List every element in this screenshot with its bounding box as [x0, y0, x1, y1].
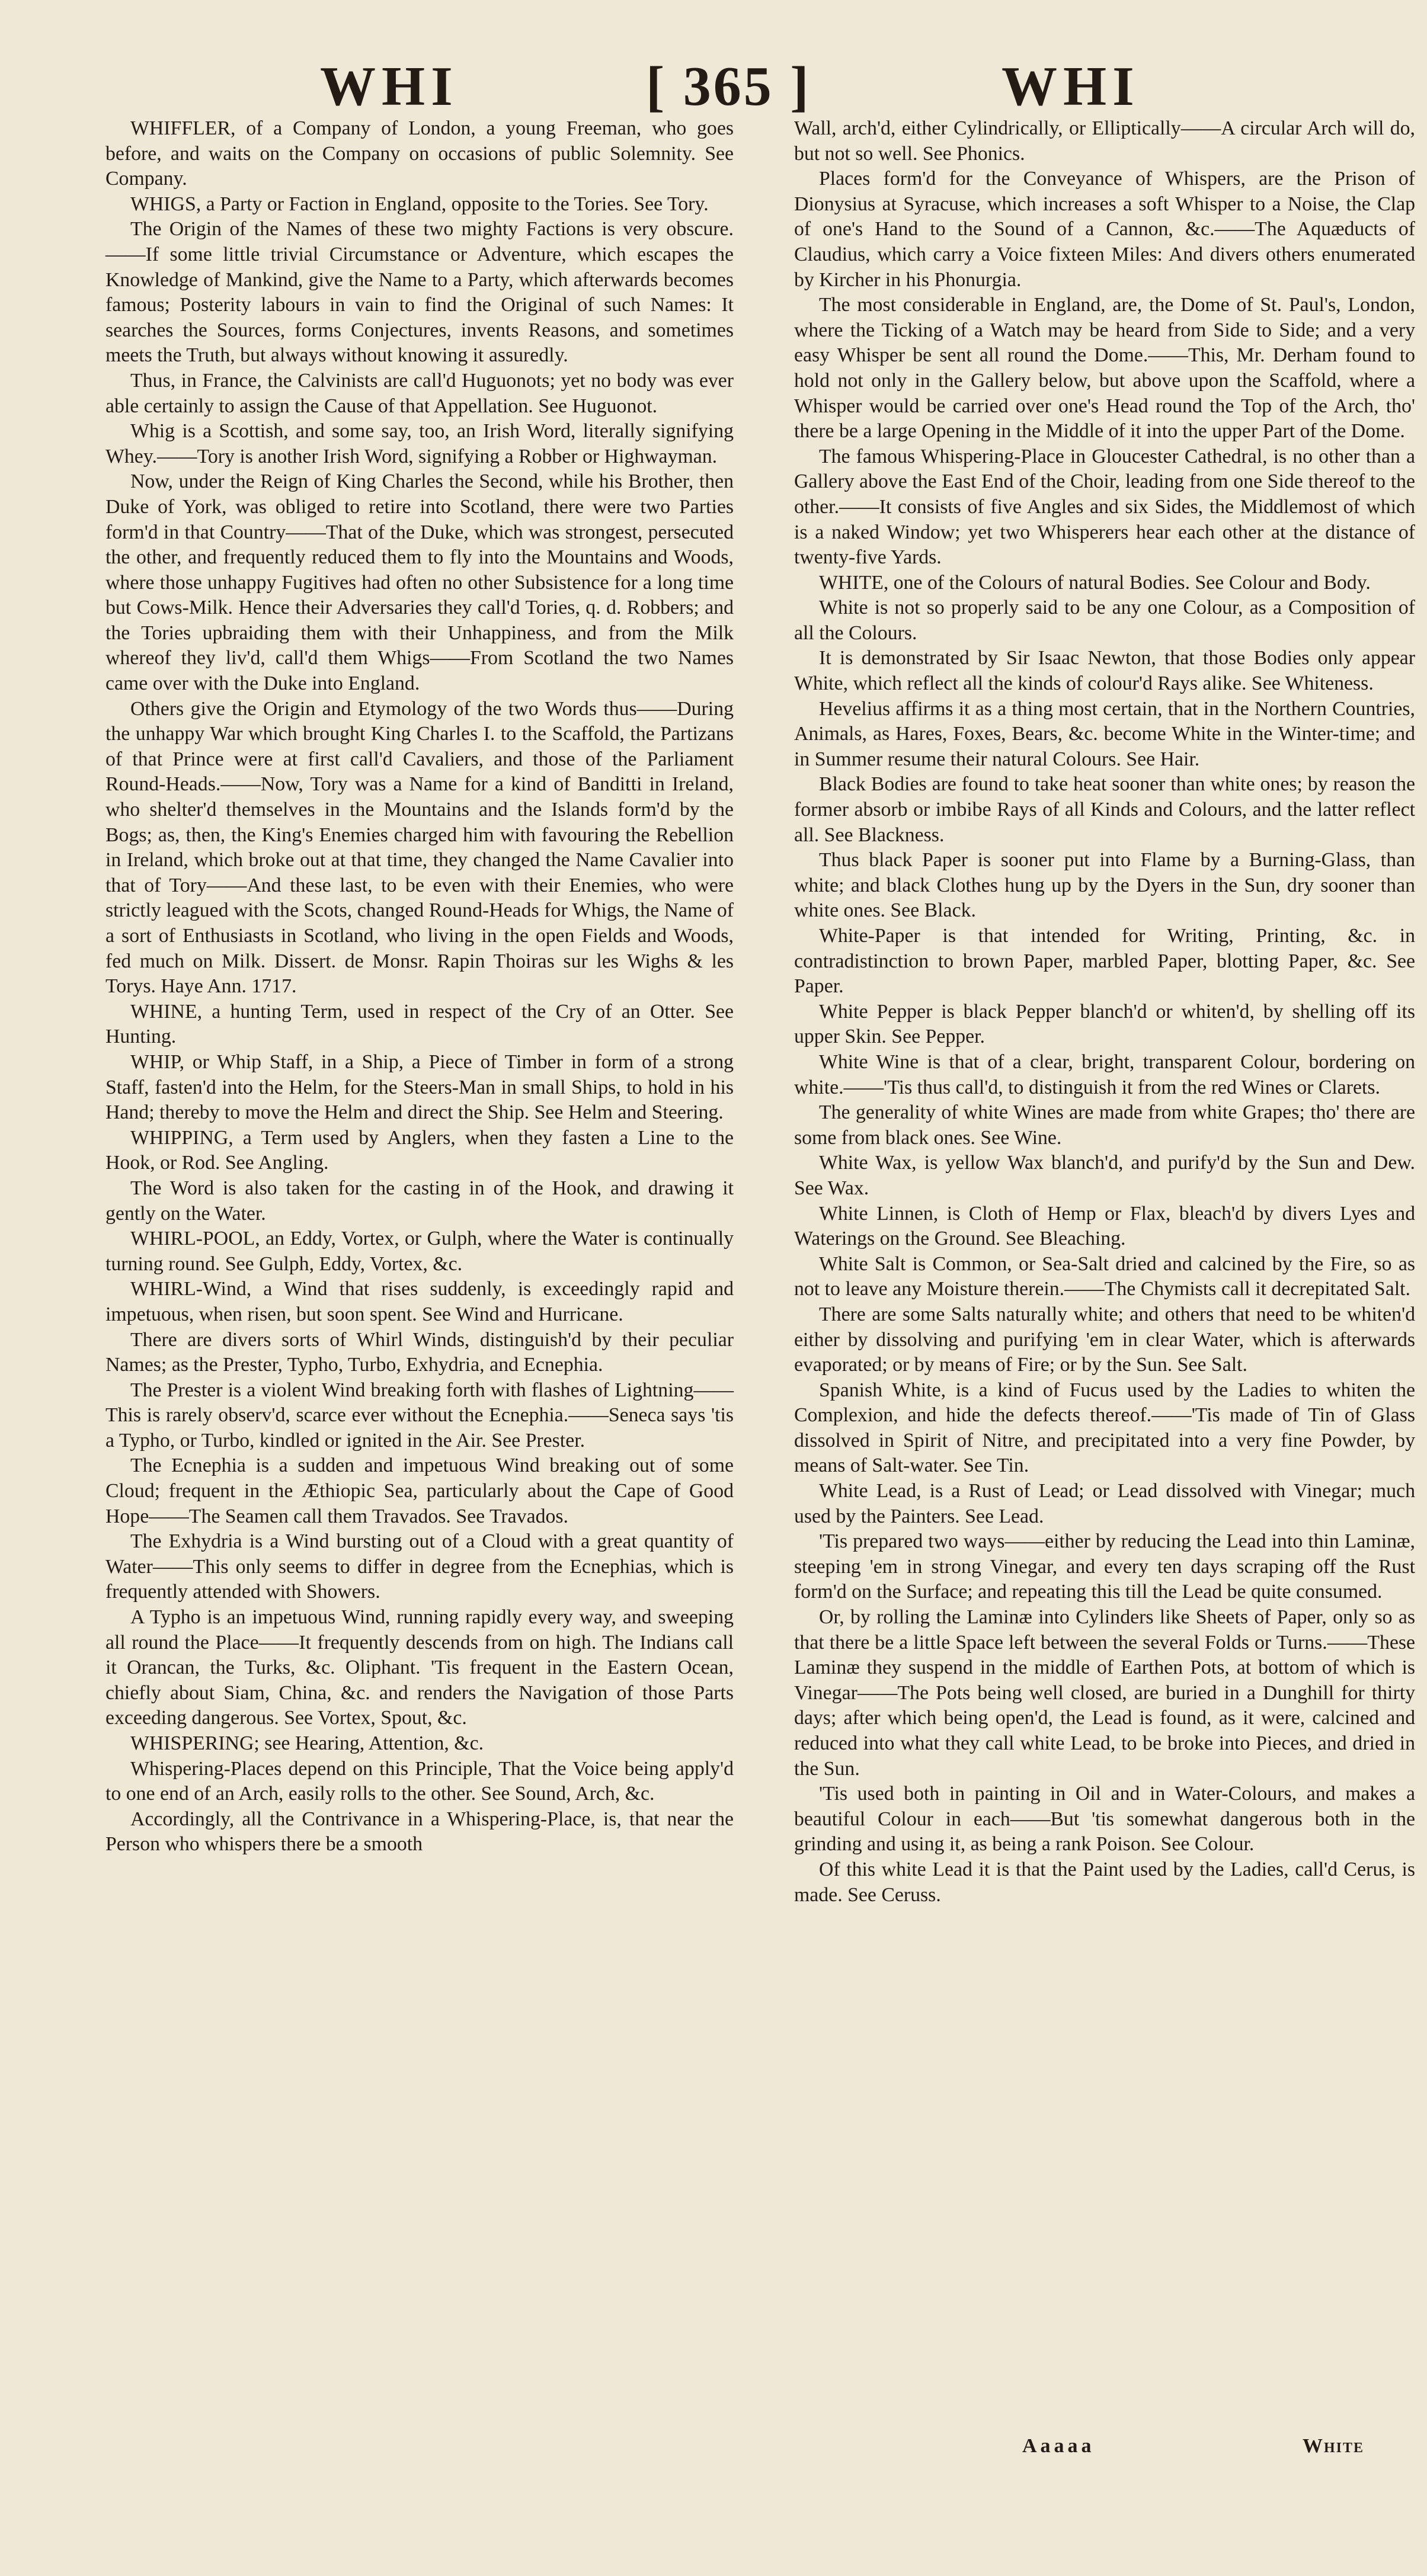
catchword: White — [1303, 2435, 1365, 2457]
left-paragraph: WHIGS, a Party or Faction in England, opposite to the Tories. See Tory. — [130, 193, 709, 215]
right-paragraph: White Lead, is a Rust of Lead; or Lead dissolved with Vinegar; much used by the Painters. See Lead. — [794, 1480, 1415, 1527]
right-paragraph: White Wine is that of a clear, bright, transparent Colour, bordering on white.——'Tis thus call'd, to distinguish it from the red Wines or Clarets. — [794, 1050, 1415, 1098]
right-paragraph: Spanish White, is a kind of Fucus used by the Ladies to whiten the Complexion, and hide the defects thereof.——'Tis made of Tin of Glass dissolved in Spirit of Nitre, and precipitated into a very fine Powder, by means of Salt-water. See Tin. — [794, 1379, 1415, 1477]
left-paragraph: WHINE, a hunting Term, used in respect of the Cry of an Otter. See Hunting. — [105, 1000, 734, 1048]
left-paragraph: Whispering-Places depend on this Principle, That the Voice being apply'd to one end of an Arch, easily rolls to the other. See Sound, Arch, &c. — [105, 1757, 734, 1805]
left-paragraph: The Origin of the Names of these two mighty Factions is very obscure.——If some little trivial Circumstance or Adventure, which escapes the Knowledge of Mankind, give the Name to a Party, which afterwards becomes famous; Posterity labours in vain to find the Original of such Names: It searches the Sources, forms Conjectures, invents Reasons, and sometimes meets the Truth, but always without knowing it assuredly. — [105, 218, 734, 367]
left-paragraph: The Prester is a violent Wind breaking forth with flashes of Lightning——This is rarely observ'd, scarce ever without the Ecnephia.——Seneca says 'tis a Typho, or Turbo, kindled or ignited in the Air. See Prester. — [105, 1379, 734, 1452]
header-left-guide-word: WHI — [320, 56, 459, 117]
header-right-guide-word: WHI — [1002, 56, 1140, 117]
left-paragraph: Others give the Origin and Etymology of the two Words thus——During the unhappy War which brought King Charles I. to the Scaffold, the Partizans of that Prince were at first call'd Cavaliers, and those of the Parliament Round-Heads.——Now, Tory was a Name for a kind of Banditti in Ireland, who shelter'd themselves in the Mountains and the Islands form'd by the Bogs; as, then, the King's Enemies charged him with favouring the Rebellion in Ireland, which broke out at that time, they changed the Name Cavalier into that of Tory——And these last, to be even with their Enemies, who were strictly leagued with the Scots, changed Round-Heads for Whigs, the Name of a sort of Enthusiasts in Scotland, who living in the open Fields and Woods, fed much on Milk. Dissert. de Monsr. Rapin Thoiras sur les Wighs & les Torys. Haye Ann. 1717. — [105, 697, 734, 998]
left-paragraph: The Ecnephia is a sudden and impetuous Wind breaking out of some Cloud; frequent in the Æthiopic Sea, particularly about the Cape of Good Hope——The Seamen call them Travados. See Travados. — [105, 1454, 734, 1527]
right-paragraph: The famous Whispering-Place in Gloucester Cathedral, is no other than a Gallery above the East End of the Choir, leading from one Side thereof to the other.——It consists of five Angles and six Sides, the Middlemost of which is a naked Window; yet two Whisperers hear each other at the distance of twenty-five Yards. — [794, 445, 1415, 569]
left-paragraph: WHISPERING; see Hearing, Attention, &c. — [130, 1732, 484, 1754]
left-paragraph: Now, under the Reign of King Charles the Second, while his Brother, then Duke of York, was obliged to retire into Scotland, there were two Parties form'd in that Country——That of the Duke, which was strongest, persecuted the other, and frequently reduced them to fly into the Mountains and Woods, where those unhappy Fugitives had often no other Subsistence for a long time but Cows-Milk. Hence their Adversaries they call'd Tories, q. d. Robbers; and the Tories upbraiding them with their Unhappiness, and from the Milk whereof they liv'd, call'd them Whigs——From Scotland the two Names came over with the Duke into England. — [105, 470, 734, 695]
right-paragraph: Black Bodies are found to take heat sooner than white ones; by reason the former absorb or imbibe Rays of all Kinds and Colours, and the latter reflect all. See Blackness. — [794, 773, 1415, 846]
right-paragraph: 'Tis prepared two ways——either by reducing the Lead into thin Laminæ, steeping 'em in strong Vinegar, and every ten days scraping off the Rust form'd on the Surface; and repeating this till the Lead be quite consumed. — [794, 1530, 1415, 1603]
page-footer — [0, 2435, 1427, 2471]
left-paragraph: Thus, in France, the Calvinists are call'd Huguonots; yet no body was ever able certainly to assign the Cause of that Appellation. See Huguonot. — [105, 369, 734, 417]
left-paragraph: Accordingly, all the Contrivance in a Whispering-Place, is, that near the Person who whispers there be a smooth — [105, 1808, 734, 1856]
left-paragraph: Whig is a Scottish, and some say, too, an Irish Word, literally signifying Whey.——Tory is another Irish Word, signifying a Robber or Highwayman. — [105, 420, 734, 467]
left-paragraph: The Exhydria is a Wind bursting out of a Cloud with a great quantity of Water——This only seems to differ in degree from the Ecnephias, which is frequently attended with Showers. — [105, 1530, 734, 1603]
right-paragraph: White Wax, is yellow Wax blanch'd, and purify'd by the Sun and Dew. See Wax. — [794, 1152, 1415, 1199]
right-paragraph: It is demonstrated by Sir Isaac Newton, that those Bodies only appear White, which reflect all the kinds of colour'd Rays alike. See Whiteness. — [794, 647, 1415, 695]
running-header — [0, 55, 1427, 120]
right-paragraph: Or, by rolling the Laminæ into Cylinders like Sheets of Paper, only so as that there be a little Space left between the several Folds or Turns.——These Laminæ they suspend in the middle of Earthen Pots, at bottom of which is Vinegar——The Pots being well closed, are buried in a Dunghill for thirty days; after which being open'd, the Lead is found, as it were, calcined and reduced into what they call white Lead, to be broke into Pieces, and dried in the Sun. — [794, 1606, 1415, 1780]
left-column — [105, 116, 734, 1857]
right-paragraph: White Linnen, is Cloth of Hemp or Flax, bleach'd by divers Lyes and Waterings on the Ground. See Bleaching. — [794, 1202, 1415, 1250]
right-paragraph: Thus black Paper is sooner put into Flame by a Burning-Glass, than white; and black Clothes hung up by the Dyers in the Sun, dry sooner than white ones. See Black. — [794, 849, 1415, 922]
right-paragraph: White is not so properly said to be any one Colour, as a Composition of all the Colours. — [794, 597, 1415, 644]
signature-mark: Aaaaa — [1022, 2435, 1095, 2457]
right-paragraph: Places form'd for the Conveyance of Whispers, are the Prison of Dionysius at Syracuse, which increases a soft Whisper to a Noise, the Clap of one's Hand to the Sound of a Cannon, &c.——The Aquæducts of Claudius, which carry a Voice fixteen Miles: And divers others enumerated by Kircher in his Phonurgia. — [794, 168, 1415, 291]
right-paragraph: 'Tis used both in painting in Oil and in Water-Colours, and makes a beautiful Colour in each——But 'tis somewhat dangerous both in the grinding and using it, as being a rank Poison. See Colour. — [794, 1783, 1415, 1856]
right-paragraph: Wall, arch'd, either Cylindrically, or Elliptically——A circular Arch will do, but not so well. See Phonics. — [794, 117, 1415, 165]
left-paragraph: WHIRL-Wind, a Wind that rises suddenly, is exceedingly rapid and impetuous, when risen, but soon spent. See Wind and Hurricane. — [105, 1278, 734, 1325]
left-paragraph: A Typho is an impetuous Wind, running rapidly every way, and sweeping all round the Place——It frequently descends from on high. The Indians call it Orancan, the Turks, &c. Oliphant. 'Tis frequent in the Eastern Ocean, chiefly about Siam, China, &c. and renders the Navigation of those Parts exceeding dangerous. See Vortex, Spout, &c. — [105, 1606, 734, 1729]
right-paragraph: Of this white Lead it is that the Paint used by the Ladies, call'd Cerus, is made. See Ceruss. — [794, 1858, 1415, 1906]
left-paragraph: WHIPPING, a Term used by Anglers, when they fasten a Line to the Hook, or Rod. See Angling. — [105, 1126, 734, 1174]
right-paragraph: There are some Salts naturally white; and others that need to be whiten'd either by dissolving and purifying 'em in clear Water, which is afterwards evaporated; or by means of Fire; or by the Sun. See Salt. — [794, 1303, 1415, 1376]
left-paragraph: The Word is also taken for the casting in of the Hook, and drawing it gently on the Water. — [105, 1177, 734, 1225]
right-paragraph: The most considerable in England, are, the Dome of St. Paul's, London, where the Ticking of a Watch may be heard from Side to Side; and a very easy Whisper be sent all round the Dome.——This, Mr. Derham found to hold not only in the Gallery below, but above upon the Scaffold, where a Whisper would be carried over one's Head round the Top of the Arch, tho' there be a large Opening in the Middle of it into the upper Part of the Dome. — [794, 294, 1415, 443]
right-paragraph: Hevelius affirms it as a thing most certain, that in the Northern Countries, Animals, as Hares, Foxes, Bears, &c. become White in the Winter-time; and in Summer resume their natural Colours. See Hair. — [794, 697, 1415, 770]
page-number: [ 365 ] — [646, 56, 811, 117]
left-paragraph: WHIRL-POOL, an Eddy, Vortex, or Gulph, where the Water is continually turning round. See Gulph, Eddy, Vortex, &c. — [105, 1228, 734, 1275]
right-paragraph: White Salt is Common, or Sea-Salt dried and calcined by the Fire, so as not to leave any Moisture therein.——The Chymists call it decrepitated Salt. — [794, 1252, 1415, 1300]
right-paragraph: White Pepper is black Pepper blanch'd or whiten'd, by shelling off its upper Skin. See Pepper. — [794, 1000, 1415, 1048]
right-paragraph: WHITE, one of the Colours of natural Bodies. See Colour and Body. — [819, 571, 1371, 594]
left-paragraph: WHIP, or Whip Staff, in a Ship, a Piece of Timber in form of a strong Staff, fasten'd into the Helm, for the Steers-Man in small Ships, to hold in his Hand; thereby to move the Helm and direct the Ship. See Helm and Steering. — [105, 1050, 734, 1124]
right-paragraph: The generality of white Wines are made from white Grapes; tho' there are some from black ones. See Wine. — [794, 1101, 1415, 1149]
right-column — [794, 116, 1415, 1908]
left-paragraph: There are divers sorts of Whirl Winds, distinguish'd by their peculiar Names; as the Prester, Typho, Turbo, Exhydria, and Ecnephia. — [105, 1328, 734, 1376]
right-paragraph: White-Paper is that intended for Writing, Printing, &c. in contradistinction to brown Paper, marbled Paper, blotting Paper, &c. See Paper. — [794, 925, 1415, 998]
left-paragraph: WHIFFLER, of a Company of London, a young Freeman, who goes before, and waits on the Company on occasions of public Solemnity. See Company. — [105, 117, 734, 190]
